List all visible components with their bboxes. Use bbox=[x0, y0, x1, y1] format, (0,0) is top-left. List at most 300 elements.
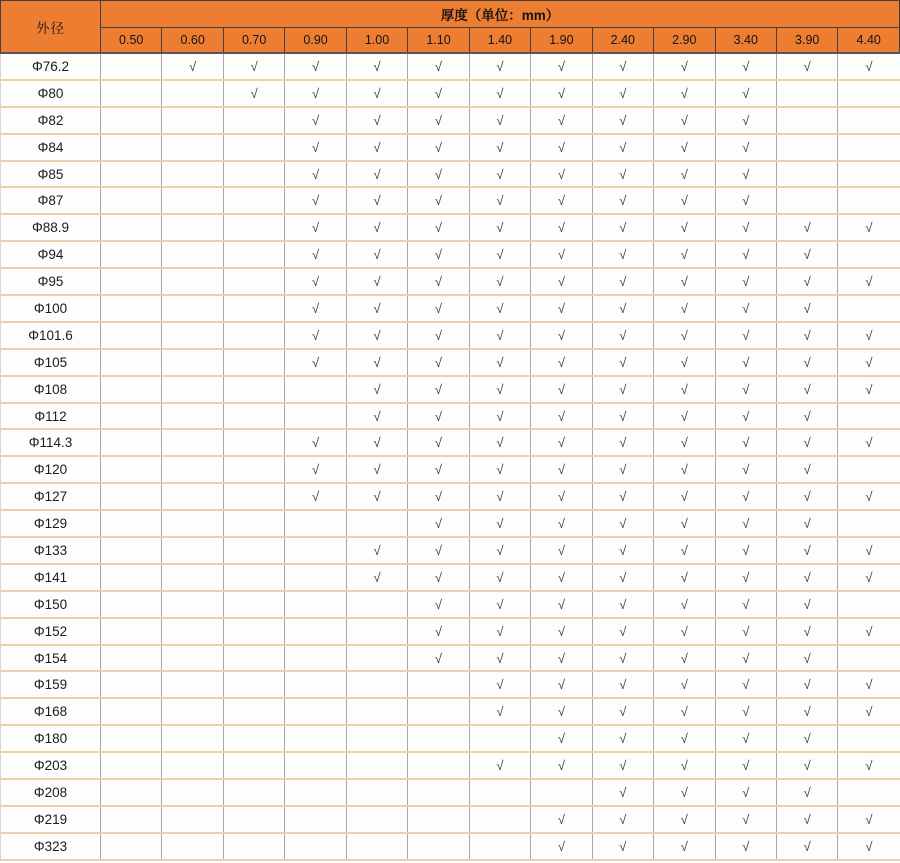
check-mark: √ bbox=[715, 134, 776, 161]
outer-diameter-label: Φ105 bbox=[1, 349, 101, 376]
empty-cell bbox=[223, 618, 284, 645]
table-row bbox=[1, 483, 900, 510]
check-mark: √ bbox=[408, 591, 469, 618]
check-mark: √ bbox=[715, 53, 776, 80]
empty-cell bbox=[285, 564, 346, 591]
empty-cell bbox=[223, 429, 284, 456]
check-mark: √ bbox=[654, 429, 715, 456]
check-mark: √ bbox=[469, 645, 530, 672]
empty-cell bbox=[162, 645, 223, 672]
empty-cell bbox=[101, 429, 162, 456]
check-mark: √ bbox=[531, 806, 592, 833]
check-mark: √ bbox=[776, 429, 837, 456]
check-mark: √ bbox=[469, 53, 530, 80]
table-row bbox=[1, 322, 900, 349]
check-mark: √ bbox=[469, 187, 530, 214]
empty-cell bbox=[346, 725, 407, 752]
check-mark: √ bbox=[346, 161, 407, 188]
outer-diameter-label: Φ76.2 bbox=[1, 53, 101, 80]
check-mark: √ bbox=[654, 80, 715, 107]
check-mark: √ bbox=[592, 134, 653, 161]
table-body bbox=[1, 53, 900, 860]
outer-diameter-label: Φ180 bbox=[1, 725, 101, 752]
check-mark: √ bbox=[838, 349, 900, 376]
check-mark: √ bbox=[285, 161, 346, 188]
outer-diameter-label: Φ88.9 bbox=[1, 214, 101, 241]
check-mark: √ bbox=[715, 833, 776, 860]
empty-cell bbox=[101, 698, 162, 725]
outer-diameter-label: Φ100 bbox=[1, 295, 101, 322]
table-row bbox=[1, 107, 900, 134]
check-mark: √ bbox=[838, 752, 900, 779]
outer-diameter-label: Φ168 bbox=[1, 698, 101, 725]
check-mark: √ bbox=[654, 645, 715, 672]
thickness-column-header: 0.70 bbox=[223, 28, 284, 54]
check-mark: √ bbox=[776, 349, 837, 376]
outer-diameter-label: Φ82 bbox=[1, 107, 101, 134]
check-mark: √ bbox=[715, 429, 776, 456]
empty-cell bbox=[838, 161, 900, 188]
empty-cell bbox=[162, 268, 223, 295]
empty-cell bbox=[162, 161, 223, 188]
check-mark: √ bbox=[715, 645, 776, 672]
empty-cell bbox=[101, 483, 162, 510]
empty-cell bbox=[223, 134, 284, 161]
empty-cell bbox=[223, 510, 284, 537]
empty-cell bbox=[162, 349, 223, 376]
table-row bbox=[1, 645, 900, 672]
check-mark: √ bbox=[285, 483, 346, 510]
empty-cell bbox=[101, 537, 162, 564]
empty-cell bbox=[838, 510, 900, 537]
empty-cell bbox=[285, 671, 346, 698]
table-row bbox=[1, 537, 900, 564]
check-mark: √ bbox=[592, 403, 653, 430]
check-mark: √ bbox=[469, 322, 530, 349]
table-row bbox=[1, 161, 900, 188]
empty-cell bbox=[285, 698, 346, 725]
check-mark: √ bbox=[654, 134, 715, 161]
check-mark: √ bbox=[285, 241, 346, 268]
check-mark: √ bbox=[592, 591, 653, 618]
check-mark: √ bbox=[838, 806, 900, 833]
check-mark: √ bbox=[285, 53, 346, 80]
check-mark: √ bbox=[408, 134, 469, 161]
empty-cell bbox=[469, 806, 530, 833]
thickness-column-header: 1.90 bbox=[531, 28, 592, 54]
check-mark: √ bbox=[469, 80, 530, 107]
check-mark: √ bbox=[531, 268, 592, 295]
check-mark: √ bbox=[469, 698, 530, 725]
check-mark: √ bbox=[715, 187, 776, 214]
empty-cell bbox=[469, 779, 530, 806]
check-mark: √ bbox=[654, 376, 715, 403]
check-mark: √ bbox=[776, 779, 837, 806]
check-mark: √ bbox=[346, 187, 407, 214]
empty-cell bbox=[346, 510, 407, 537]
empty-cell bbox=[101, 456, 162, 483]
empty-cell bbox=[408, 779, 469, 806]
check-mark: √ bbox=[531, 456, 592, 483]
empty-cell bbox=[162, 725, 223, 752]
table-header bbox=[1, 1, 900, 54]
check-mark: √ bbox=[223, 53, 284, 80]
outer-diameter-label: Φ219 bbox=[1, 806, 101, 833]
empty-cell bbox=[838, 645, 900, 672]
empty-cell bbox=[162, 214, 223, 241]
empty-cell bbox=[285, 618, 346, 645]
check-mark: √ bbox=[654, 698, 715, 725]
outer-diameter-label: Φ87 bbox=[1, 187, 101, 214]
empty-cell bbox=[838, 187, 900, 214]
table-row bbox=[1, 833, 900, 860]
check-mark: √ bbox=[408, 295, 469, 322]
check-mark: √ bbox=[408, 510, 469, 537]
table-row bbox=[1, 510, 900, 537]
check-mark: √ bbox=[776, 483, 837, 510]
outer-diameter-label: Φ84 bbox=[1, 134, 101, 161]
outer-diameter-label: Φ85 bbox=[1, 161, 101, 188]
empty-cell bbox=[285, 537, 346, 564]
check-mark: √ bbox=[408, 214, 469, 241]
check-mark: √ bbox=[531, 107, 592, 134]
empty-cell bbox=[346, 806, 407, 833]
check-mark: √ bbox=[469, 349, 530, 376]
check-mark: √ bbox=[469, 591, 530, 618]
empty-cell bbox=[285, 376, 346, 403]
empty-cell bbox=[285, 725, 346, 752]
check-mark: √ bbox=[592, 322, 653, 349]
check-mark: √ bbox=[715, 564, 776, 591]
check-mark: √ bbox=[592, 671, 653, 698]
empty-cell bbox=[223, 349, 284, 376]
check-mark: √ bbox=[715, 80, 776, 107]
check-mark: √ bbox=[592, 187, 653, 214]
thickness-column-header: 1.00 bbox=[346, 28, 407, 54]
check-mark: √ bbox=[469, 456, 530, 483]
empty-cell bbox=[223, 645, 284, 672]
check-mark: √ bbox=[838, 671, 900, 698]
check-mark: √ bbox=[531, 752, 592, 779]
empty-cell bbox=[346, 698, 407, 725]
table-row bbox=[1, 618, 900, 645]
check-mark: √ bbox=[592, 698, 653, 725]
check-mark: √ bbox=[469, 241, 530, 268]
empty-cell bbox=[101, 214, 162, 241]
empty-cell bbox=[346, 833, 407, 860]
check-mark: √ bbox=[715, 349, 776, 376]
check-mark: √ bbox=[346, 537, 407, 564]
check-mark: √ bbox=[776, 322, 837, 349]
check-mark: √ bbox=[531, 241, 592, 268]
empty-cell bbox=[101, 295, 162, 322]
check-mark: √ bbox=[838, 833, 900, 860]
check-mark: √ bbox=[776, 241, 837, 268]
empty-cell bbox=[776, 134, 837, 161]
empty-cell bbox=[101, 134, 162, 161]
check-mark: √ bbox=[776, 295, 837, 322]
check-mark: √ bbox=[531, 483, 592, 510]
empty-cell bbox=[223, 107, 284, 134]
check-mark: √ bbox=[408, 376, 469, 403]
check-mark: √ bbox=[776, 456, 837, 483]
check-mark: √ bbox=[285, 322, 346, 349]
check-mark: √ bbox=[531, 295, 592, 322]
empty-cell bbox=[223, 295, 284, 322]
empty-cell bbox=[101, 618, 162, 645]
check-mark: √ bbox=[592, 456, 653, 483]
empty-cell bbox=[101, 403, 162, 430]
empty-cell bbox=[101, 779, 162, 806]
empty-cell bbox=[162, 698, 223, 725]
empty-cell bbox=[162, 322, 223, 349]
check-mark: √ bbox=[592, 725, 653, 752]
check-mark: √ bbox=[715, 161, 776, 188]
check-mark: √ bbox=[715, 618, 776, 645]
check-mark: √ bbox=[715, 214, 776, 241]
empty-cell bbox=[101, 376, 162, 403]
empty-cell bbox=[162, 107, 223, 134]
check-mark: √ bbox=[346, 349, 407, 376]
check-mark: √ bbox=[531, 322, 592, 349]
check-mark: √ bbox=[346, 376, 407, 403]
empty-cell bbox=[776, 187, 837, 214]
check-mark: √ bbox=[531, 403, 592, 430]
empty-cell bbox=[101, 161, 162, 188]
check-mark: √ bbox=[469, 564, 530, 591]
check-mark: √ bbox=[408, 537, 469, 564]
table-row bbox=[1, 80, 900, 107]
empty-cell bbox=[162, 591, 223, 618]
empty-cell bbox=[285, 752, 346, 779]
empty-cell bbox=[101, 241, 162, 268]
empty-cell bbox=[838, 725, 900, 752]
check-mark: √ bbox=[592, 806, 653, 833]
check-mark: √ bbox=[654, 53, 715, 80]
check-mark: √ bbox=[776, 214, 837, 241]
empty-cell bbox=[101, 645, 162, 672]
check-mark: √ bbox=[776, 806, 837, 833]
check-mark: √ bbox=[592, 564, 653, 591]
check-mark: √ bbox=[346, 53, 407, 80]
check-mark: √ bbox=[346, 134, 407, 161]
check-mark: √ bbox=[654, 295, 715, 322]
outer-diameter-label: Φ133 bbox=[1, 537, 101, 564]
empty-cell bbox=[101, 80, 162, 107]
empty-cell bbox=[408, 806, 469, 833]
check-mark: √ bbox=[715, 107, 776, 134]
check-mark: √ bbox=[654, 349, 715, 376]
check-mark: √ bbox=[531, 376, 592, 403]
check-mark: √ bbox=[592, 376, 653, 403]
check-mark: √ bbox=[531, 671, 592, 698]
empty-cell bbox=[285, 403, 346, 430]
check-mark: √ bbox=[592, 241, 653, 268]
check-mark: √ bbox=[531, 53, 592, 80]
empty-cell bbox=[101, 591, 162, 618]
check-mark: √ bbox=[592, 268, 653, 295]
check-mark: √ bbox=[592, 483, 653, 510]
thickness-column-header: 1.10 bbox=[408, 28, 469, 54]
thickness-columns-row bbox=[1, 28, 900, 54]
check-mark: √ bbox=[346, 564, 407, 591]
check-mark: √ bbox=[346, 403, 407, 430]
check-mark: √ bbox=[469, 671, 530, 698]
check-mark: √ bbox=[592, 53, 653, 80]
empty-cell bbox=[223, 725, 284, 752]
empty-cell bbox=[838, 591, 900, 618]
table-row bbox=[1, 779, 900, 806]
empty-cell bbox=[101, 671, 162, 698]
empty-cell bbox=[223, 403, 284, 430]
empty-cell bbox=[101, 53, 162, 80]
check-mark: √ bbox=[531, 833, 592, 860]
check-mark: √ bbox=[408, 107, 469, 134]
check-mark: √ bbox=[654, 322, 715, 349]
table-row bbox=[1, 752, 900, 779]
check-mark: √ bbox=[162, 53, 223, 80]
empty-cell bbox=[408, 671, 469, 698]
empty-cell bbox=[162, 80, 223, 107]
check-mark: √ bbox=[531, 161, 592, 188]
check-mark: √ bbox=[469, 403, 530, 430]
check-mark: √ bbox=[592, 429, 653, 456]
empty-cell bbox=[223, 564, 284, 591]
check-mark: √ bbox=[408, 564, 469, 591]
check-mark: √ bbox=[285, 214, 346, 241]
empty-cell bbox=[162, 671, 223, 698]
check-mark: √ bbox=[838, 698, 900, 725]
empty-cell bbox=[162, 187, 223, 214]
outer-diameter-label: Φ112 bbox=[1, 403, 101, 430]
check-mark: √ bbox=[346, 456, 407, 483]
thickness-column-header: 3.90 bbox=[776, 28, 837, 54]
outer-diameter-label: Φ108 bbox=[1, 376, 101, 403]
empty-cell bbox=[285, 645, 346, 672]
empty-cell bbox=[223, 752, 284, 779]
thickness-column-header: 0.90 bbox=[285, 28, 346, 54]
check-mark: √ bbox=[592, 214, 653, 241]
check-mark: √ bbox=[531, 645, 592, 672]
outer-diameter-label: Φ152 bbox=[1, 618, 101, 645]
empty-cell bbox=[162, 295, 223, 322]
check-mark: √ bbox=[469, 429, 530, 456]
corner-header-outer-diameter: 外径 bbox=[1, 1, 101, 54]
table-row bbox=[1, 806, 900, 833]
check-mark: √ bbox=[776, 833, 837, 860]
empty-cell bbox=[101, 268, 162, 295]
check-mark: √ bbox=[838, 214, 900, 241]
check-mark: √ bbox=[838, 429, 900, 456]
thickness-column-header: 4.40 bbox=[838, 28, 900, 54]
check-mark: √ bbox=[285, 107, 346, 134]
check-mark: √ bbox=[838, 53, 900, 80]
check-mark: √ bbox=[592, 752, 653, 779]
outer-diameter-label: Φ159 bbox=[1, 671, 101, 698]
check-mark: √ bbox=[285, 80, 346, 107]
table-row bbox=[1, 268, 900, 295]
check-mark: √ bbox=[715, 725, 776, 752]
empty-cell bbox=[776, 80, 837, 107]
check-mark: √ bbox=[776, 510, 837, 537]
empty-cell bbox=[101, 510, 162, 537]
empty-cell bbox=[285, 833, 346, 860]
empty-cell bbox=[101, 322, 162, 349]
check-mark: √ bbox=[469, 483, 530, 510]
thickness-column-header: 0.50 bbox=[101, 28, 162, 54]
check-mark: √ bbox=[531, 429, 592, 456]
check-mark: √ bbox=[715, 295, 776, 322]
empty-cell bbox=[101, 564, 162, 591]
empty-cell bbox=[223, 161, 284, 188]
table-row bbox=[1, 456, 900, 483]
empty-cell bbox=[162, 134, 223, 161]
check-mark: √ bbox=[346, 241, 407, 268]
check-mark: √ bbox=[715, 698, 776, 725]
check-mark: √ bbox=[776, 618, 837, 645]
check-mark: √ bbox=[715, 322, 776, 349]
table-row bbox=[1, 698, 900, 725]
empty-cell bbox=[223, 806, 284, 833]
empty-cell bbox=[223, 779, 284, 806]
check-mark: √ bbox=[838, 564, 900, 591]
check-mark: √ bbox=[654, 806, 715, 833]
check-mark: √ bbox=[531, 725, 592, 752]
outer-diameter-label: Φ323 bbox=[1, 833, 101, 860]
empty-cell bbox=[162, 618, 223, 645]
check-mark: √ bbox=[654, 268, 715, 295]
check-mark: √ bbox=[531, 618, 592, 645]
check-mark: √ bbox=[408, 161, 469, 188]
empty-cell bbox=[776, 161, 837, 188]
check-mark: √ bbox=[469, 134, 530, 161]
check-mark: √ bbox=[776, 403, 837, 430]
empty-cell bbox=[838, 134, 900, 161]
check-mark: √ bbox=[592, 349, 653, 376]
check-mark: √ bbox=[531, 80, 592, 107]
outer-diameter-label: Φ127 bbox=[1, 483, 101, 510]
empty-cell bbox=[223, 456, 284, 483]
check-mark: √ bbox=[346, 107, 407, 134]
check-mark: √ bbox=[469, 268, 530, 295]
empty-cell bbox=[838, 107, 900, 134]
empty-cell bbox=[223, 483, 284, 510]
check-mark: √ bbox=[654, 591, 715, 618]
check-mark: √ bbox=[531, 134, 592, 161]
empty-cell bbox=[469, 725, 530, 752]
table-row bbox=[1, 349, 900, 376]
empty-cell bbox=[223, 698, 284, 725]
empty-cell bbox=[223, 214, 284, 241]
empty-cell bbox=[223, 268, 284, 295]
check-mark: √ bbox=[223, 80, 284, 107]
check-mark: √ bbox=[346, 214, 407, 241]
check-mark: √ bbox=[838, 483, 900, 510]
empty-cell bbox=[838, 80, 900, 107]
empty-cell bbox=[531, 779, 592, 806]
empty-cell bbox=[162, 806, 223, 833]
empty-cell bbox=[101, 725, 162, 752]
check-mark: √ bbox=[408, 456, 469, 483]
table-row bbox=[1, 214, 900, 241]
empty-cell bbox=[162, 456, 223, 483]
check-mark: √ bbox=[715, 510, 776, 537]
check-mark: √ bbox=[654, 833, 715, 860]
check-mark: √ bbox=[715, 403, 776, 430]
check-mark: √ bbox=[408, 241, 469, 268]
empty-cell bbox=[346, 618, 407, 645]
check-mark: √ bbox=[776, 537, 837, 564]
